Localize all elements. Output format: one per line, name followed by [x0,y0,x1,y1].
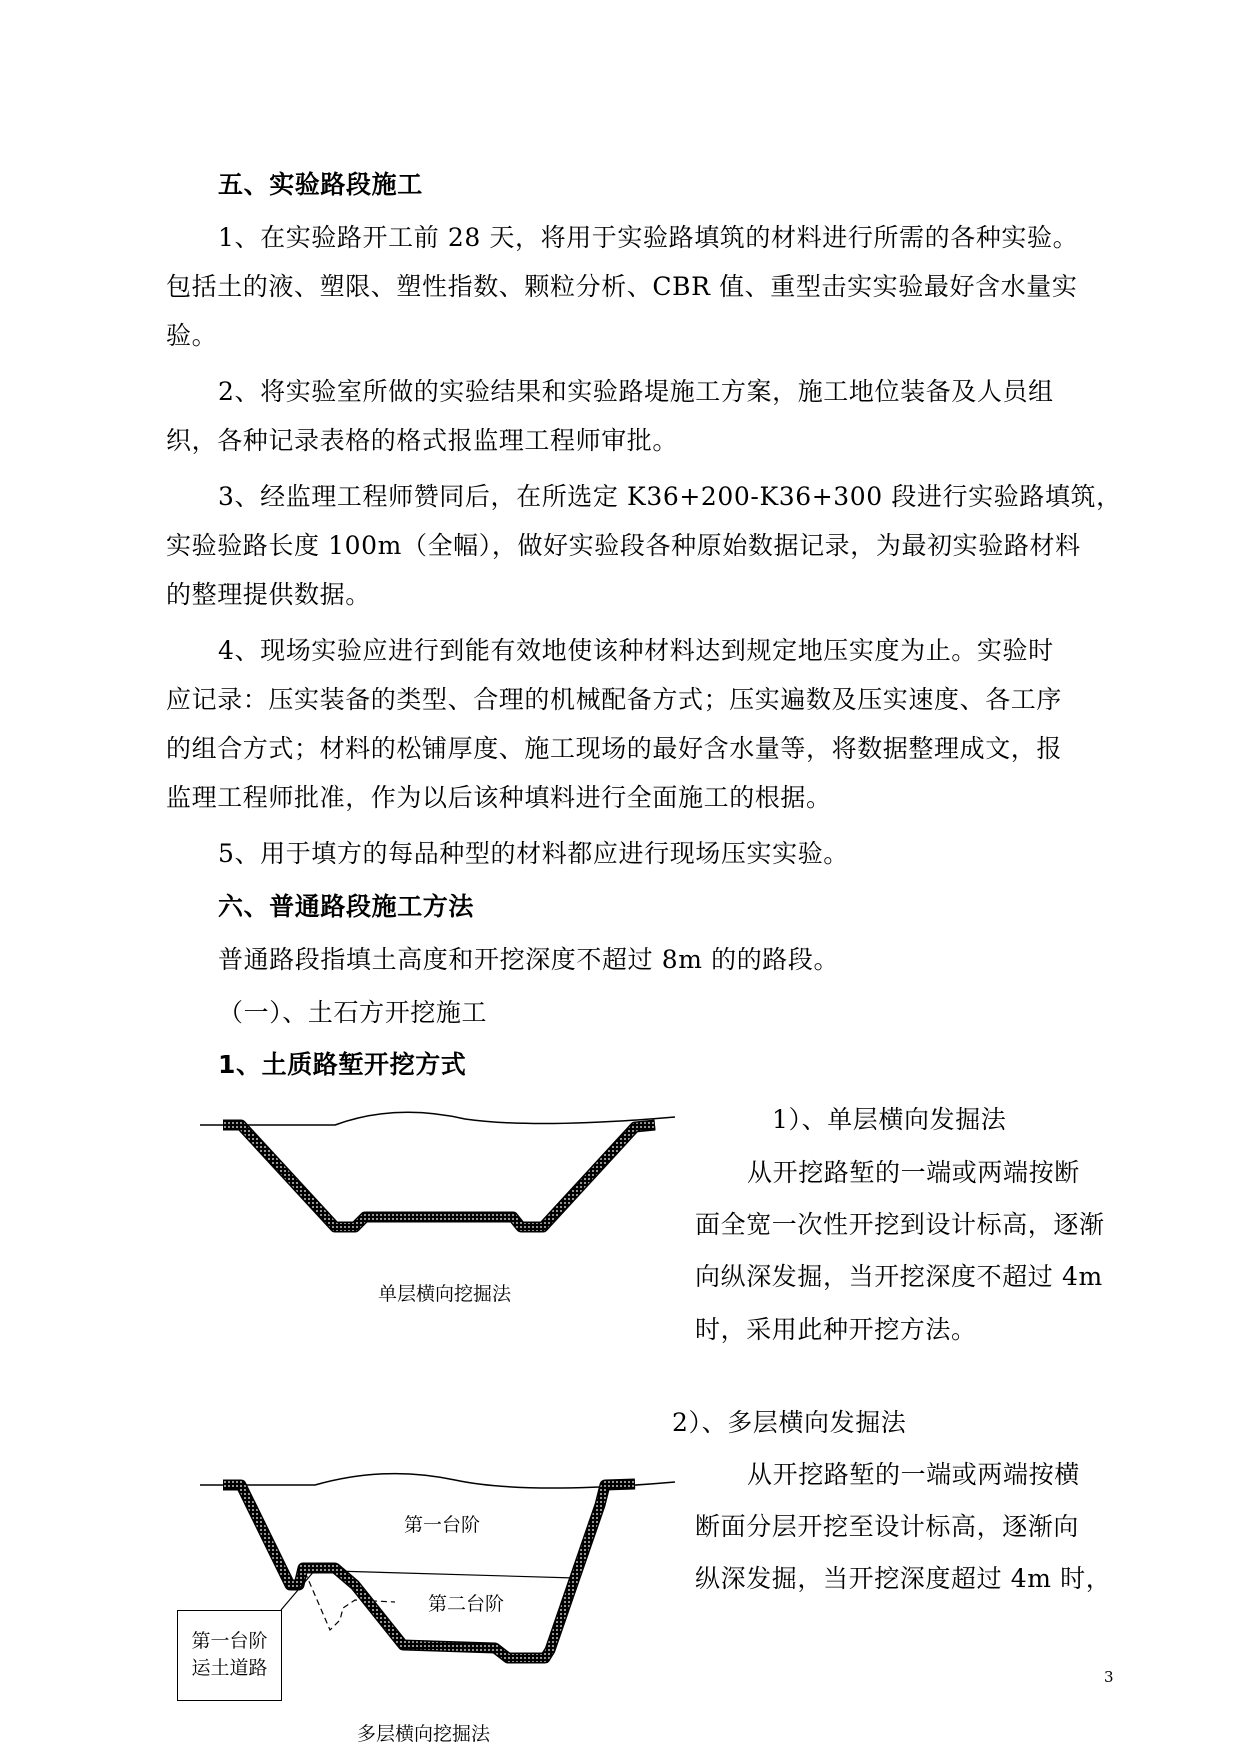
paragraph-2-line-1: 2、将实验室所做的实验结果和实验路堤施工方案，施工地位装备及人员组 [218,377,1054,406]
paragraph-5: 5、用于填方的每品种型的材料都应进行现场压实实验。 [218,839,849,868]
paragraph-1-line-3: 验。 [166,321,218,350]
paragraph-1-line-1: 1、在实验路开工前 28 天，将用于实验路填筑的材料进行所需的各种实验。 [218,223,1079,252]
section-heading-5: 五、实验路段施工 [218,170,423,199]
paragraph-4-line-3: 的组合方式；材料的松铺厚度、施工现场的最好含水量等，将数据整理成文，报 [166,734,1063,763]
paragraph-2-line-2: 织，各种记录表格的格式报监理工程师审批。 [166,426,679,455]
paragraph-4-line-2: 应记录：压实装备的类型、合理的机械配备方式；压实遍数及压实速度、各工序 [166,685,1063,714]
step-2-label: 第二台阶 [428,1593,505,1615]
page-number: 3 [1104,1668,1114,1686]
method-2-line-2: 断面分层开挖至设计标高，逐渐向 [695,1512,1080,1541]
paragraph-3-line-2: 实验验路长度 100m（全幅），做好实验段各种原始数据记录，为最初实验路材料 [166,531,1081,560]
section-6-intro: 普通路段指填土高度和开挖深度不超过 8m 的的路段。 [218,945,840,974]
method-2-line-3: 纵深发掘，当开挖深度超过 4m 时， [695,1564,1112,1593]
method-1-line-1: 从开挖路堑的一端或两端按断 [747,1158,1080,1187]
single-layer-excavation-diagram [195,1105,695,1255]
note-line-1: 第一台阶 [191,1630,268,1652]
figure-2-caption: 多层横向挖掘法 [357,1723,491,1745]
note-line-2: 运土道路 [191,1657,268,1679]
method-2-title: 2）、多层横向发掘法 [672,1408,907,1437]
ground-surface-line [200,1112,675,1125]
method-1-line-4: 时，采用此种开挖方法。 [695,1315,977,1344]
method-1-title: 1）、单层横向发掘法 [772,1105,1007,1134]
paragraph-4-line-4: 监理工程师批准，作为以后该种填料进行全面施工的根据。 [166,783,832,812]
method-1-line-3: 向纵深发掘，当开挖深度不超过 4m [695,1262,1103,1291]
paragraph-3-line-1: 3、经监理工程师赞同后，在所选定 K36+200-K36+300 段进行实验路填筑， [218,482,1122,511]
step-1-label: 第一台阶 [404,1514,481,1536]
paragraph-3-line-3: 的整理提供数据。 [166,580,371,609]
transport-road-note [177,1610,282,1701]
method-2-line-1: 从开挖路堑的一端或两端按横 [747,1460,1080,1489]
subsection-heading-1-1: 1、土质路堑开挖方式 [218,1050,467,1079]
figure-1-caption: 单层横向挖掘法 [378,1283,512,1305]
paragraph-4-line-1: 4、现场实验应进行到能有效地使该种材料达到规定地压实度为止。实验时 [218,636,1054,665]
section-heading-6: 六、普通路段施工方法 [218,892,475,921]
subsection-heading-1: （一）、土石方开挖施工 [218,998,488,1027]
paragraph-1-line-2: 包括土的液、塑限、塑性指数、颗粒分析、CBR 值、重型击实实验最好含水量实 [166,272,1078,301]
method-1-line-2: 面全宽一次性开挖到设计标高，逐渐 [695,1210,1105,1239]
